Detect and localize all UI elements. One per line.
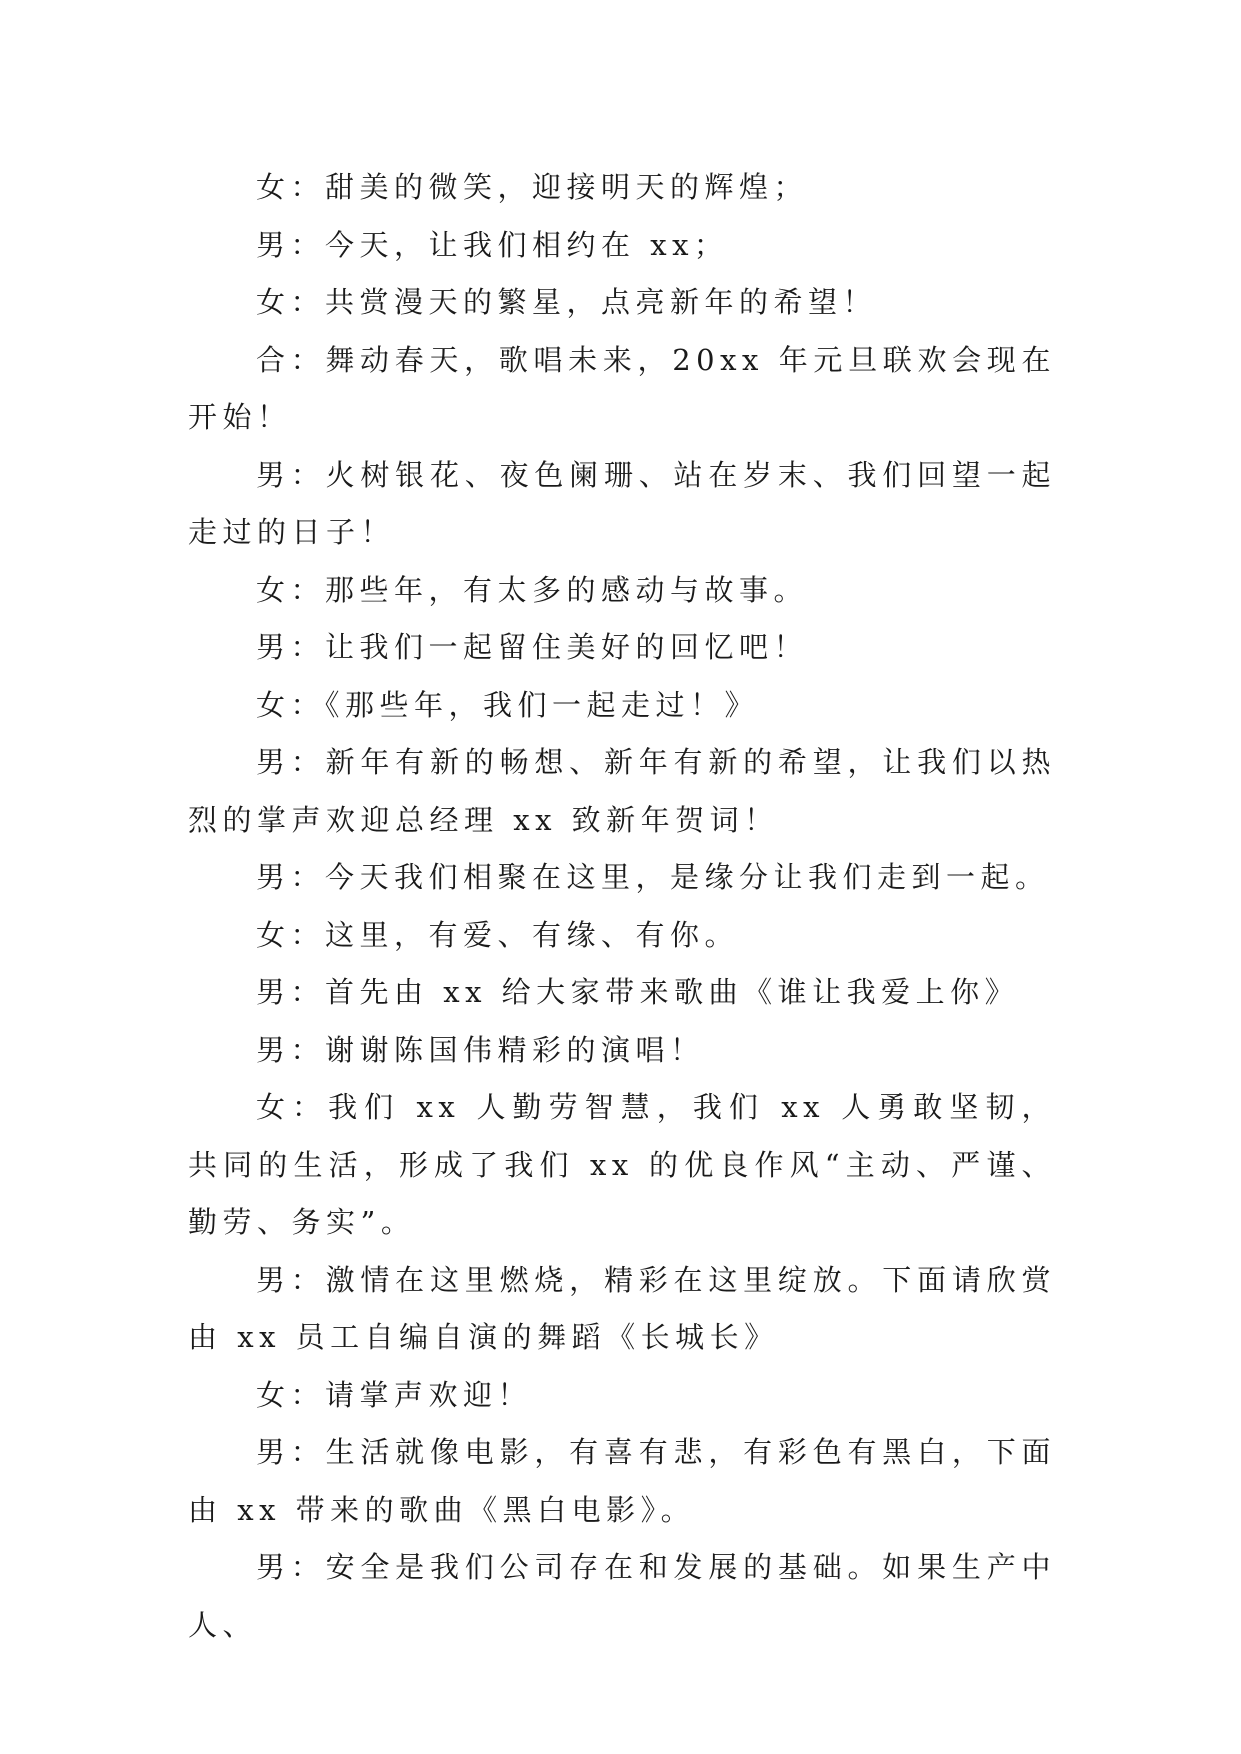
dialogue-line: 合：舞动春天，歌唱未来，20xx 年元旦联欢会现在开始！ [188,342,1056,434]
dialogue-line: 男：谢谢陈国伟精彩的演唱！ [256,1032,705,1067]
dialogue-line: 男：新年有新的畅想、新年有新的希望，让我们以热烈的掌声欢迎总经理 xx 致新年贺词！ [188,745,1056,837]
dialogue-line: 女：共赏漫天的繁星，点亮新年的希望！ [256,285,878,319]
dialogue-line: 男：激情在这里燃烧，精彩在这里绽放。下面请欣赏由 xx 员工自编自演的舞蹈《长城长》 [188,1262,1056,1354]
dialogue-line: 男：让我们一起留住美好的回忆吧！ [256,630,809,664]
dialogue-line: 女：那些年，有太多的感动与故事。 [256,572,809,607]
dialogue-line: 男：今天，让我们相约在 xx； [256,227,729,262]
script-body [188,159,1056,1654]
dialogue-line: 男：今天我们相聚在这里，是缘分让我们走到一起。 [256,860,1050,894]
dialogue-line: 女：请掌声欢迎！ [256,1377,533,1412]
dialogue-line: 男：火树银花、夜色阑珊、站在岁末、我们回望一起走过的日子！ [188,457,1056,549]
dialogue-line: 男：首先由 xx 给大家带来歌曲《谁让我爱上你》 [256,975,1020,1009]
dialogue-line: 男：安全是我们公司存在和发展的基础。如果生产中人、 [188,1550,1056,1642]
dialogue-line: 男：生活就像电影，有喜有悲，有彩色有黑白，下面由 xx 带来的歌曲《黑白电影》。 [188,1435,1056,1527]
dialogue-line: 女：我们 xx 人勤劳智慧，我们 xx 人勇敢坚韧，共同的生活，形成了我们 xx 的优良作风“主动、严谨、勤劳、务实”。 [188,1090,1056,1239]
dialogue-line: 女：这里，有爱、有缘、有你。 [256,917,740,952]
dialogue-line: 女：《那些年，我们一起走过！》 [256,687,760,722]
dialogue-line: 女：甜美的微笑，迎接明天的辉煌； [256,170,809,204]
